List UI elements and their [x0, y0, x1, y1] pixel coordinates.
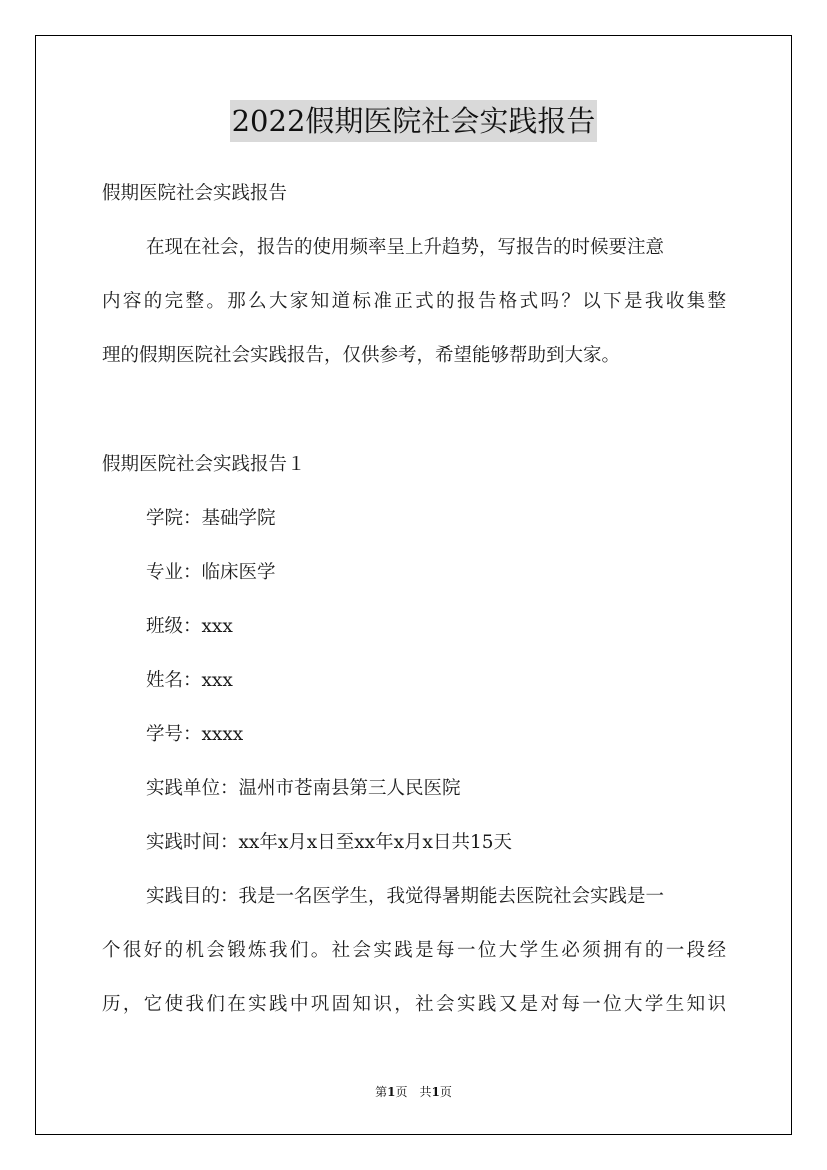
intro-line-2: 内容的完整。那么大家知道标准正式的报告格式吗？以下是我收集整: [102, 291, 726, 312]
intro-line-3: 理的假期医院社会实践报告，仅供参考，希望能够帮助到大家。: [102, 345, 621, 366]
field-student-id: 学号：xxxx: [146, 724, 244, 745]
footer-page-mid: 页 共: [395, 1085, 432, 1099]
footer-page-total: 1: [431, 1085, 440, 1099]
page-footer: [0, 1084, 827, 1100]
intro-line-1: 在现在社会，报告的使用频率呈上升趋势，写报告的时候要注意: [146, 237, 665, 258]
purpose-line-1: 实践目的：我是一名医学生，我觉得暑期能去医院社会实践是一: [146, 886, 665, 907]
purpose-line-3: 历，它使我们在实践中巩固知识，社会实践又是对每一位大学生知识: [102, 994, 726, 1015]
footer-page-suffix: 页: [439, 1085, 452, 1099]
field-college: 学院：基础学院: [146, 508, 276, 529]
document-subtitle: 假期医院社会实践报告: [102, 183, 288, 204]
field-practice-unit: 实践单位：温州市苍南县第三人民医院: [146, 778, 461, 799]
document-title: 2022假期医院社会实践报告: [230, 100, 598, 142]
field-class: 班级：xxx: [146, 616, 233, 637]
field-practice-time: 实践时间：xx年x月x日至xx年x月x日共15天: [146, 832, 513, 853]
field-name: 姓名：xxx: [146, 670, 233, 691]
section-heading: 假期医院社会实践报告１: [102, 454, 306, 475]
title-container: [0, 100, 827, 142]
footer-page-number: 1: [387, 1085, 396, 1099]
footer-page-prefix: 第: [375, 1085, 388, 1099]
field-major: 专业：临床医学: [146, 562, 276, 583]
purpose-line-2: 个很好的机会锻炼我们。社会实践是每一位大学生必须拥有的一段经: [102, 940, 726, 961]
